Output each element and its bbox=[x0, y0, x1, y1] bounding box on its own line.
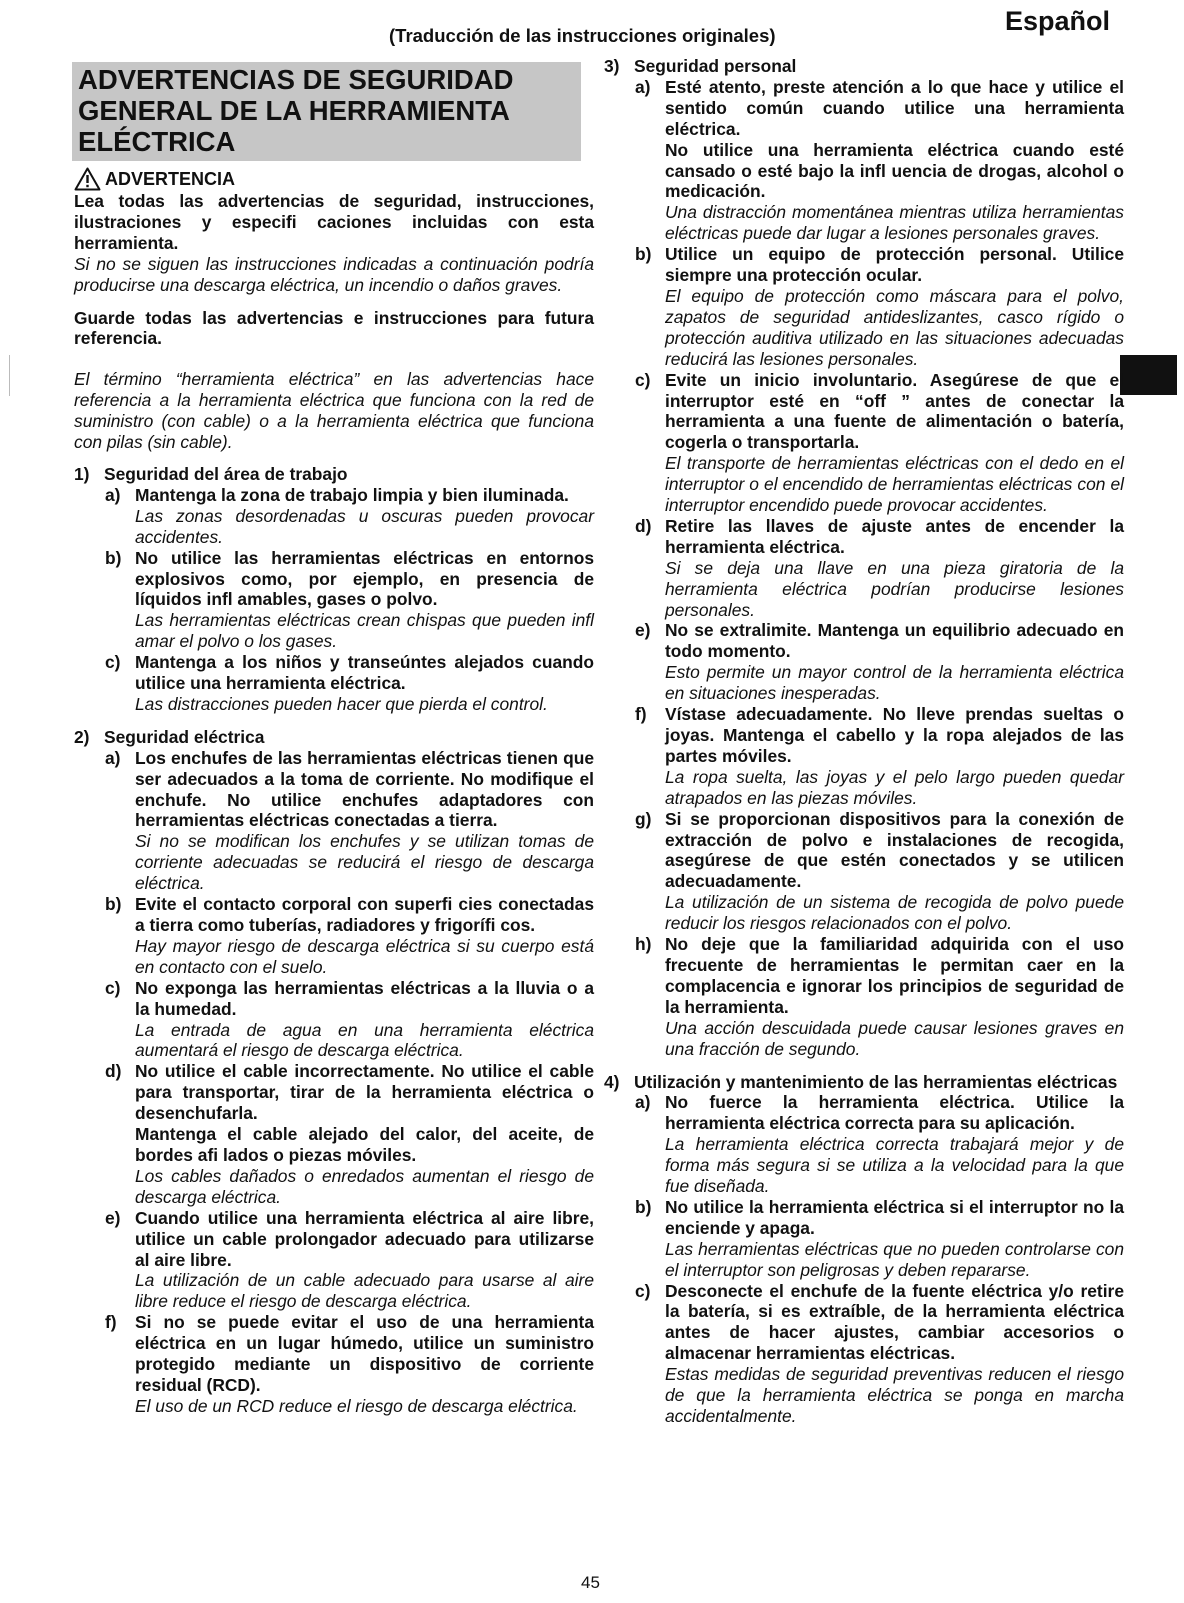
list-item bbox=[105, 652, 594, 694]
item-explanation: El transporte de herramientas eléctricas con el dedo en el interruptor o el encendido de herramientas eléctricas con el interruptor encendido puede provocar accidentes. bbox=[665, 453, 1124, 516]
translation-subtitle: (Traducción de las instrucciones originales) bbox=[389, 25, 776, 46]
item-explanation: La utilización de un sistema de recogida de polvo puede reducir los riesgos relacionados con el polvo. bbox=[665, 892, 1124, 934]
item-letter: g) bbox=[635, 808, 652, 829]
section-3-heading bbox=[604, 56, 1124, 77]
item-letter: b) bbox=[635, 1196, 652, 1217]
item-text: Vístase adecuadamente. No lleve prendas sueltas o joyas. Mantenga el cabello y la ropa alejados de las partes móviles. bbox=[665, 704, 1124, 766]
item-explanation: Esto permite un mayor control de la herramienta eléctrica en situaciones inesperadas. bbox=[665, 662, 1124, 704]
list-item bbox=[635, 809, 1124, 893]
item-text: Mantenga la zona de trabajo limpia y bien iluminada. bbox=[135, 484, 569, 505]
section-title: Seguridad personal bbox=[634, 56, 797, 76]
item-text: Cuando utilice una herramienta eléctrica al aire libre, utilice un cable prolongador adecuado para utilizarse al aire libre. bbox=[135, 1207, 594, 1270]
list-item bbox=[105, 978, 594, 1020]
item-explanation: Si se deja una llave en una pieza giratoria de la herramienta eléctrica podrían producirse lesiones personales. bbox=[665, 557, 1124, 620]
item-text: Retire las llaves de ajuste antes de encender la herramienta eléctrica. bbox=[665, 515, 1124, 557]
item-text-part-2: No utilice una herramienta eléctrica cuando esté cansado o esté bajo la infl uencia de drogas, alcohol o medicación. bbox=[665, 139, 1124, 202]
list-item bbox=[105, 548, 594, 611]
section-number: 2) bbox=[74, 726, 90, 747]
list-item bbox=[635, 370, 1124, 454]
list-item bbox=[635, 244, 1124, 286]
list-item bbox=[635, 620, 1124, 662]
item-text: No utilice la herramienta eléctrica si el interruptor no la enciende y apaga. bbox=[665, 1196, 1124, 1238]
list-item bbox=[635, 1092, 1124, 1134]
item-explanation: Hay mayor riesgo de descarga eléctrica si su cuerpo está en contacto con el suelo. bbox=[135, 935, 594, 977]
item-explanation: Las herramientas eléctricas que no pueden controlarse con el interruptor son peligrosas y deben repararse. bbox=[665, 1238, 1124, 1280]
item-explanation: Las distracciones pueden hacer que pierda el control. bbox=[135, 693, 548, 714]
item-explanation: El uso de un RCD reduce el riesgo de descarga eléctrica. bbox=[135, 1395, 578, 1416]
list-item bbox=[635, 704, 1124, 767]
list-item bbox=[635, 934, 1124, 1018]
item-text: Desconecte el enchufe de la fuente eléctrica y/o retire la batería, si es extraíble, de la herramienta eléctrica antes de hacer ajustes, cambiar accesorios o almacenar herramientas eléctricas. bbox=[665, 1280, 1124, 1364]
item-text: No exponga las herramientas eléctricas a la lluvia o a la humedad. bbox=[135, 977, 594, 1019]
list-item bbox=[105, 748, 594, 832]
item-text: No utilice las herramientas eléctricas en entornos explosivos como, por ejemplo, en presencia de líquidos infl amables, gases o polvo. bbox=[135, 547, 594, 610]
item-text bbox=[665, 77, 1124, 202]
item-explanation: La entrada de agua en una herramienta eléctrica aumentará el riesgo de descarga eléctrica. bbox=[135, 1019, 594, 1061]
item-text bbox=[135, 1061, 594, 1166]
item-text: Si se proporcionan dispositivos para la conexión de extracción de polvo e instalaciones de recogida, asegúrese de que estén conectados y se utilicen adecuadamente. bbox=[665, 808, 1124, 892]
item-text-part-1: No utilice el cable incorrectamente. No utilice el cable para transportar, tirar de la herramienta eléctrica o desenchufarla. bbox=[135, 1061, 594, 1124]
item-text: No deje que la familiaridad adquirida con el uso frecuente de herramientas le permitan caer en la complacencia e ignorar los principios de seguridad de la herramienta. bbox=[665, 934, 1124, 1017]
item-explanation: La utilización de un cable adecuado para usarse al aire libre reduce el riesgo de descarga eléctrica. bbox=[135, 1270, 594, 1312]
list-item bbox=[635, 77, 1124, 202]
section-title: Utilización y mantenimiento de las herramientas eléctricas bbox=[634, 1071, 1118, 1092]
item-explanation: Los cables dañados o enredados aumentan el riesgo de descarga eléctrica. bbox=[135, 1165, 594, 1207]
intro-bold-text: Lea todas las advertencias de seguridad, instrucciones, ilustraciones y especifi caciones incluidas con esta herramienta. bbox=[74, 191, 594, 253]
term-definition-text: El término “herramienta eléctrica” en las advertencias hace referencia a la herramienta eléctrica que funciona con la red de suministro (con cable) o a la herramienta eléctrica que funciona con pilas (sin cable). bbox=[74, 369, 594, 453]
section-2-heading bbox=[74, 727, 594, 748]
item-letter: h) bbox=[635, 934, 652, 955]
item-letter: f) bbox=[635, 704, 647, 725]
item-explanation: La herramienta eléctrica correcta trabajará mejor y de forma más segura si se utiliza a la velocidad para la que fue diseñada. bbox=[665, 1134, 1124, 1197]
section-number: 4) bbox=[604, 1071, 620, 1092]
list-item bbox=[105, 1061, 594, 1166]
title-line-3: ELÉCTRICA bbox=[78, 126, 236, 157]
item-letter: a) bbox=[105, 747, 121, 768]
item-text-part-2: Mantenga el cable alejado del calor, del aceite, de bordes afi lados o piezas móviles. bbox=[135, 1124, 594, 1165]
item-letter: c) bbox=[105, 652, 121, 673]
language-label: Español bbox=[1005, 6, 1111, 36]
item-letter: c) bbox=[635, 1280, 651, 1301]
section-number: 3) bbox=[604, 56, 620, 76]
item-letter: a) bbox=[635, 76, 651, 97]
item-explanation: Estas medidas de seguridad preventivas reducen el riesgo de que la herramienta eléctrica se ponga en marcha accidentalmente. bbox=[665, 1364, 1124, 1426]
item-letter: b) bbox=[635, 244, 652, 265]
item-text: No se extralimite. Mantenga un equilibrio adecuado en todo momento. bbox=[665, 620, 1124, 662]
list-item bbox=[105, 1312, 594, 1396]
margin-line bbox=[9, 355, 10, 396]
item-text-part-1: Esté atento, preste atención a lo que hace y utilice el sentido común cuando utilice una herramienta eléctrica. bbox=[665, 76, 1124, 139]
warning-triangle-icon bbox=[74, 167, 101, 191]
item-text: Los enchufes de las herramientas eléctricas tienen que ser adecuados a la toma de corriente. No modifique el enchufe. No utilice enchufes adaptadores con herramientas eléctricas conectadas a tierra. bbox=[135, 747, 594, 831]
item-explanation: Las herramientas eléctricas crean chispas que pueden infl amar el polvo o los gases. bbox=[135, 610, 594, 652]
left-column bbox=[74, 62, 594, 1417]
warning-label: ADVERTENCIA bbox=[105, 168, 236, 189]
item-letter: c) bbox=[635, 369, 651, 390]
item-text: No fuerce la herramienta eléctrica. Utilice la herramienta eléctrica correcta para su aplicación. bbox=[665, 1092, 1124, 1134]
item-text: Utilice un equipo de protección personal. Utilice siempre una protección ocular. bbox=[665, 244, 1124, 286]
item-explanation: Si no se modifican los enchufes y se utilizan tomas de corriente adecuadas se reducirá el riesgo de descarga eléctrica. bbox=[135, 831, 594, 894]
item-text: Evite un inicio involuntario. Asegúrese de que el interruptor esté en “off ” antes de conectar la herramienta a una fuente de alimentación o batería, cogerla o transportarla. bbox=[665, 369, 1124, 453]
page-number: 45 bbox=[581, 1573, 600, 1592]
item-explanation: Las zonas desordenadas u oscuras pueden provocar accidentes. bbox=[135, 505, 594, 547]
title-line-1: ADVERTENCIAS DE SEGURIDAD bbox=[78, 64, 514, 95]
item-letter: d) bbox=[635, 515, 652, 536]
item-letter: b) bbox=[105, 894, 122, 915]
intro-italic-text: Si no se siguen las instrucciones indicadas a continuación podría producirse una descarga eléctrica, un incendio o daños graves. bbox=[74, 253, 594, 295]
title-line-2: GENERAL DE LA HERRAMIENTA bbox=[78, 95, 510, 126]
list-item bbox=[635, 1281, 1124, 1365]
item-text: Evite el contacto corporal con superfi cies conectadas a tierra como tuberías, radiadores y frigorífi cos. bbox=[135, 894, 594, 935]
item-letter: f) bbox=[105, 1312, 117, 1333]
item-text: Mantenga a los niños y transeúntes alejados cuando utilice una herramienta eléctrica. bbox=[135, 652, 594, 694]
section-4-heading bbox=[604, 1072, 1124, 1093]
title-box bbox=[72, 62, 581, 161]
item-explanation: Una acción descuidada puede causar lesiones graves en una fracción de segundo. bbox=[665, 1017, 1124, 1059]
item-letter: e) bbox=[635, 620, 651, 641]
section-title: Seguridad eléctrica bbox=[104, 726, 265, 747]
list-item bbox=[105, 1208, 594, 1271]
section-1-heading bbox=[74, 464, 594, 485]
list-item bbox=[635, 1197, 1124, 1239]
right-column bbox=[604, 56, 1124, 1427]
item-letter: b) bbox=[105, 547, 122, 568]
list-item bbox=[105, 485, 594, 506]
item-explanation: Una distracción momentánea mientras utiliza herramientas eléctricas puede dar lugar a lesiones personales graves. bbox=[665, 202, 1124, 244]
item-explanation: El equipo de protección como máscara para el polvo, zapatos de seguridad antideslizantes, casco rígido o protección auditiva utilizado en las situaciones adecuadas reducirá las lesiones personales. bbox=[665, 285, 1124, 369]
item-letter: c) bbox=[105, 977, 121, 998]
list-item bbox=[105, 894, 594, 936]
item-letter: a) bbox=[635, 1092, 651, 1113]
warning-heading bbox=[74, 167, 594, 191]
section-number: 1) bbox=[74, 463, 90, 484]
item-text: Si no se puede evitar el uso de una herramienta eléctrica en un lugar húmedo, utilice un suministro protegido mediante un dispositivo de corriente residual (RCD). bbox=[135, 1312, 594, 1395]
item-letter: a) bbox=[105, 484, 121, 505]
item-letter: e) bbox=[105, 1207, 121, 1228]
item-letter: d) bbox=[105, 1061, 122, 1082]
list-item bbox=[635, 516, 1124, 558]
section-tab-marker bbox=[1120, 355, 1177, 395]
item-explanation: La ropa suelta, las joyas y el pelo largo pueden quedar atrapados en las piezas móviles. bbox=[665, 766, 1124, 808]
section-title: Seguridad del área de trabajo bbox=[104, 463, 348, 484]
keep-instructions-text: Guarde todas las advertencias e instrucciones para futura referencia. bbox=[74, 307, 594, 349]
